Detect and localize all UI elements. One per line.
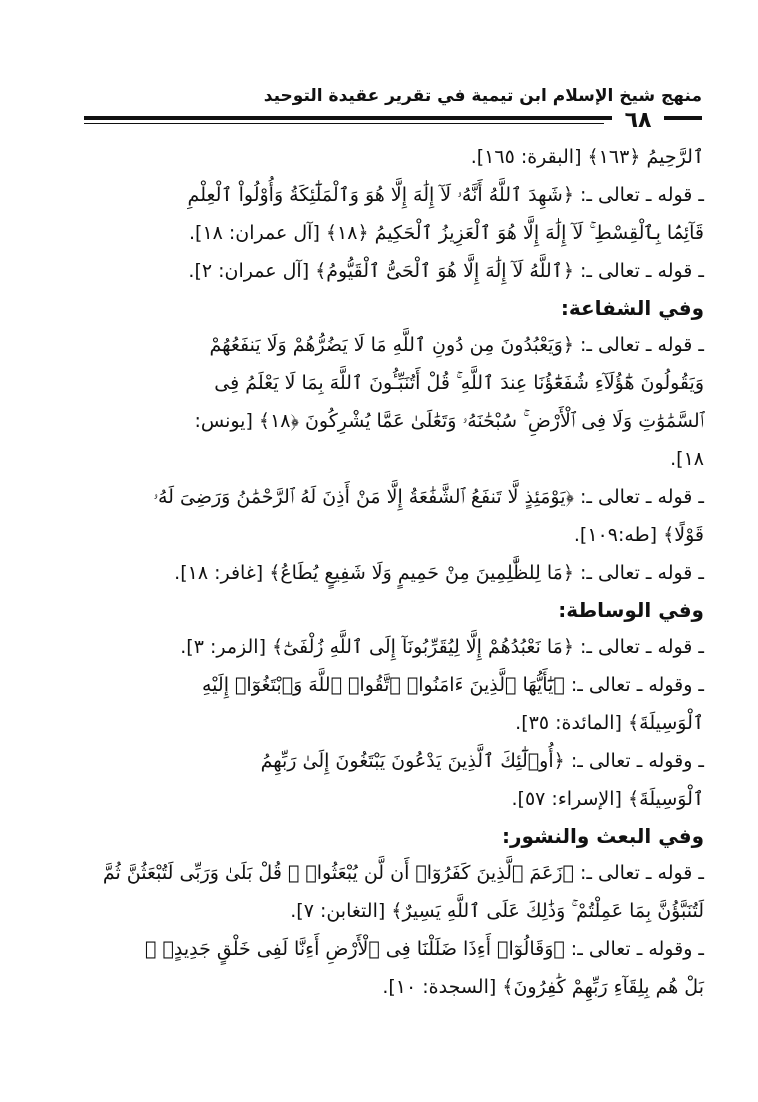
text-line: ـ قوله ـ تعالى ـ: ﴿زَعَمَ ٱلَّذِينَ كَفَرُوٓا۟ أَن لَّن يُبْعَثُوا۟ ۚ قُلْ بَلَىٰ وَرَبِّى لَتُبْعَثُنَّ ثُمَّ	[102, 862, 704, 884]
header-rule-thick	[84, 116, 702, 120]
text-line: ١٨].	[670, 448, 704, 470]
running-title: منهج شيخ الإسلام ابن تيمية في تقرير عقيدة التوحيد	[263, 86, 702, 106]
text-line: ـ قوله ـ تعالى ـ: ﴿مَا لِلظَّٰلِمِينَ مِنْ حَمِيمٍ وَلَا شَفِيعٍ يُطَاعُ﴾ [غافر: ١٨].	[174, 562, 704, 584]
text-line: ـ قوله ـ تعالى ـ: ﴿وَيَعْبُدُونَ مِن دُونِ ٱللَّهِ مَا لَا يَضُرُّهُمْ وَلَا يَنفَعُهُمْ	[209, 334, 704, 356]
text-line: لَتُنَبَّؤُنَّ بِمَا عَمِلْتُمْ ۚ وَذَٰلِكَ عَلَى ٱللَّهِ يَسِيرٌ﴾ [التغابن: ٧].	[290, 900, 704, 922]
text-line: وَيَقُولُونَ هَٰٓؤُلَآءِ شُفَعَٰٓؤُنَا عِندَ ٱللَّهِ ۚ قُلْ أَتُنَبِّـُٔونَ ٱللَّهَ بِمَا لَا يَعْلَمُ فِى	[214, 372, 704, 394]
page-header	[84, 86, 702, 116]
text-line: ـ وقوله ـ تعالى ـ: ﴿وَقَالُوٓا۟ أَءِذَا ضَلَلْنَا فِى ٱلْأَرْضِ أَءِنَّا لَفِى خَلْقٍ جَدِيدٍۭ ۚ	[145, 938, 704, 960]
page-number: ٦٨	[612, 108, 664, 133]
text-line: ـ قوله ـ تعالى ـ: ﴿شَهِدَ ٱللَّهُ أَنَّهُۥ لَآ إِلَٰهَ إِلَّا هُوَ وَٱلْمَلَٰٓئِكَةُ وَأُوْلُواْ ٱلْعِلْمِ	[187, 184, 704, 206]
section-heading: وفي الوساطة:	[558, 598, 704, 622]
text-line: ـ قوله ـ تعالى ـ: ﴿ٱللَّهُ لَآ إِلَٰهَ إِلَّا هُوَ ٱلْحَىُّ ٱلْقَيُّومُ﴾ [آل عمران: ٢].	[188, 260, 704, 282]
text-line: ـ وقوله ـ تعالى ـ: ﴿أُو۟لَٰٓئِكَ ٱلَّذِينَ يَدْعُونَ يَبْتَغُونَ إِلَىٰ رَبِّهِمُ	[260, 750, 704, 772]
text-line: ٱلرَّحِيمُ ﴿١٦٣﴾ [البقرة: ١٦٥].	[470, 146, 704, 168]
text-line: قَوْلًا﴾ [طه:١٠٩].	[573, 524, 704, 546]
text-line: ٱلْوَسِيلَةَ﴾ [الإسراء: ٥٧].	[511, 788, 704, 810]
header-rule-thin	[84, 123, 604, 124]
section-heading: وفي الشفاعة:	[560, 296, 704, 320]
text-line: قَآئِمَۢا بِٱلْقِسْطِ ۚ لَآ إِلَٰهَ إِلَّا هُوَ ٱلْعَزِيزُ ٱلْحَكِيمُ ﴿١٨﴾ [آل عمران: ١٨].	[188, 222, 704, 244]
text-line: ٱلسَّمَٰوَٰتِ وَلَا فِى ٱلْأَرْضِ ۚ سُبْحَٰنَهُۥ وَتَعَٰلَىٰ عَمَّا يُشْرِكُونَ ﴿١٨﴾ [يونس:	[194, 410, 704, 432]
text-line: ـ قوله ـ تعالى ـ: ﴿مَا نَعْبُدُهُمْ إِلَّا لِيُقَرِّبُونَآ إِلَى ٱللَّهِ زُلْفَىٰٓ﴾ [الزمر: ٣].	[180, 636, 704, 658]
text-line: ٱلْوَسِيلَةَ﴾ [المائدة: ٣٥].	[515, 712, 704, 734]
page-body	[82, 138, 704, 1006]
section-heading: وفي البعث والنشور:	[501, 824, 704, 848]
text-line: ـ وقوله ـ تعالى ـ: ﴿يَٰٓأَيُّهَا ٱلَّذِينَ ءَامَنُوا۟ ٱتَّقُوا۟ ٱللَّهَ وَٱبْتَغُوٓا۟ إِلَيْهِ	[201, 674, 704, 696]
text-line: بَلْ هُم بِلِقَآءِ رَبِّهِمْ كَٰفِرُونَ﴾ [السجدة: ١٠].	[382, 976, 704, 998]
text-line: ـ قوله ـ تعالى ـ: ﴿يَوْمَئِذٍ لَّا تَنفَعُ ٱلشَّفَٰعَةُ إِلَّا مَنْ أَذِنَ لَهُ ٱلرَّحْمَٰنُ وَرَضِىَ لَهُۥ	[153, 486, 704, 508]
